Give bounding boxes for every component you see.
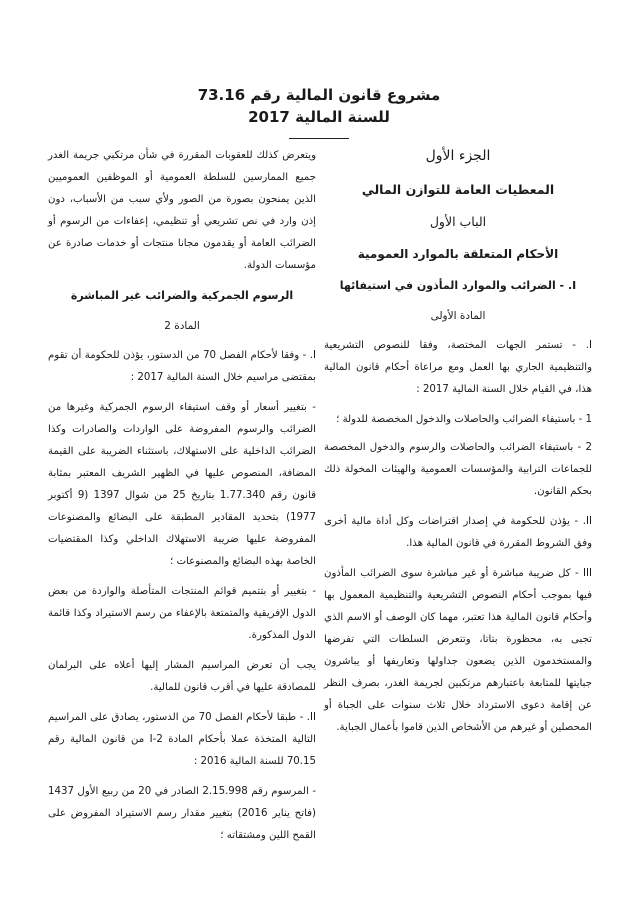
paragraph: - المرسوم رقم 2.15.998 الصادر في 20 من ربيع الأول 1437 (فاتح يناير 2016) بتغيير مقدار رسم الاستيراد المفروض على القمح اللين ومشتقاته ؛: [48, 786, 316, 841]
article-heading: المادة الأولى: [430, 310, 486, 322]
paragraph: ويتعرض كذلك للعقوبات المقررة في شأن مرتكبي جريمة الغدر جميع الممارسين للسلطة العمومية أو الموظفين العموميين الذين يمنحون بصورة من الصور ولأي سبب من الأسباب، دون إذن وارد في نص تشريعي أو تنظيمي، إعفاءات من الرسوم أو الضرائب العامة أو يقدمون مجانا منتجات أو خدمات صادرة عن مؤسسات الدولة.: [48, 150, 316, 271]
part-heading: الجزء الأول: [425, 148, 491, 164]
left-column: [48, 145, 316, 855]
paragraph: 1 - باستيفاء الضرائب والحاصلات والدخول المخصصة للدولة ؛: [336, 414, 592, 425]
paragraph: III - كل ضريبة مباشرة أو غير مباشرة سوى الضرائب المأذون فيها بموجب أحكام النصوص التشريعية والتنظيمية المعمول بها وأحكام قانون المالية هذا تعتبر، مهما كان الوصف أو الاسم الذي تجبى به، محظورة بتاتا، وتتعرض السلطات التي تفرضها والمستخدمون الذين يضعون جداولها وتعاريفها أو يباشرون جبايتها للمتابعة باعتبارهم مرتكبين لجريمة الغدر، بصرف النظر عن إقامة دعوى الاسترداد خلال ثلاث سنوات على الجباة أو المحصلين أو غيرهم من الأشخاص الذين قاموا بأعمال الجباية.: [324, 568, 592, 733]
subsection-heading: I. - الضرائب والموارد المأذون في استيفائها: [339, 279, 577, 292]
title-heading: الأحكام المتعلقة بالموارد العمومية: [357, 247, 559, 261]
paragraph: يجب أن تعرض المراسيم المشار إليها أعلاه على البرلمان للمصادقة عليها في أقرب قانون للمالية.: [48, 660, 316, 693]
paragraph: I. - وفقا لأحكام الفصل 70 من الدستور، يؤذن للحكومة أن تقوم بمقتضى مراسيم خلال السنة المالية 2017 :: [48, 350, 316, 383]
right-column: [324, 145, 592, 747]
subsection-heading: الرسوم الجمركية والضرائب غير المباشرة: [70, 289, 294, 302]
paragraph: - بتغيير أو بتتميم قوائم المنتجات المتأصلة والواردة من بعض الدول الإفريقية والمتمتعة بالإعفاء من رسم الاستيراد وكذا قائمة الدول المذكورة.: [48, 586, 316, 641]
paragraph: - بتغيير أسعار أو وقف استيفاء الرسوم الجمركية وغيرها من الضرائب والرسوم المفروضة على الواردات والصادرات وكذا الضرائب الداخلية على الاستهلاك، باستثناء الضريبة على القيمة المضافة، المنصوص عليها في الظهير الشريف المعتبر بمثابة قانون رقم 1.77.340 بتاريخ 25 من شوال 1397 (9 أكتوبر 1977) بتحديد المقادير المطبقة على البضائع والمصنوعات المفروضة عليها ضريبة الاستهلاك الداخلي وكذا المقتضيات الخاصة بهذه البضائع والمصنوعات ؛: [48, 402, 316, 567]
book-heading: الباب الأول: [429, 214, 487, 229]
document-header: [0, 84, 638, 139]
paragraph: II. - طبقا لأحكام الفصل 70 من الدستور، يصادق على المراسيم التالية المتخذة عملا بأحكام المادة 2-I من قانون المالية رقم 70.15 للسنة المالية 2016 :: [48, 712, 316, 767]
section-heading: المعطيات العامة للتوازن المالي: [361, 182, 555, 197]
header-divider: [289, 138, 349, 139]
article-heading: المادة 2: [164, 320, 200, 332]
paragraph: 2 - باستيفاء الضرائب والحاصلات والرسوم والدخول المخصصة للجماعات الترابية والمؤسسات العمومية والهيئات المخولة ذلك بحكم القانون.: [324, 442, 592, 497]
document-subtitle: للسنة المالية 2017: [248, 108, 390, 126]
paragraph: II. - يؤذن للحكومة في إصدار اقتراضات وكل أداة مالية أخرى وفق الشروط المقررة في قانون المالية هذا.: [324, 516, 592, 549]
document-title: مشروع قانون المالية رقم 73.16: [197, 86, 441, 104]
paragraph: I. - تستمر الجهات المختصة، وفقا للنصوص التشريعية والتنظيمية الجاري بها العمل ومع مراعاة أحكام قانون المالية هذا، في القيام خلال السنة المالية 2017 :: [324, 340, 592, 395]
